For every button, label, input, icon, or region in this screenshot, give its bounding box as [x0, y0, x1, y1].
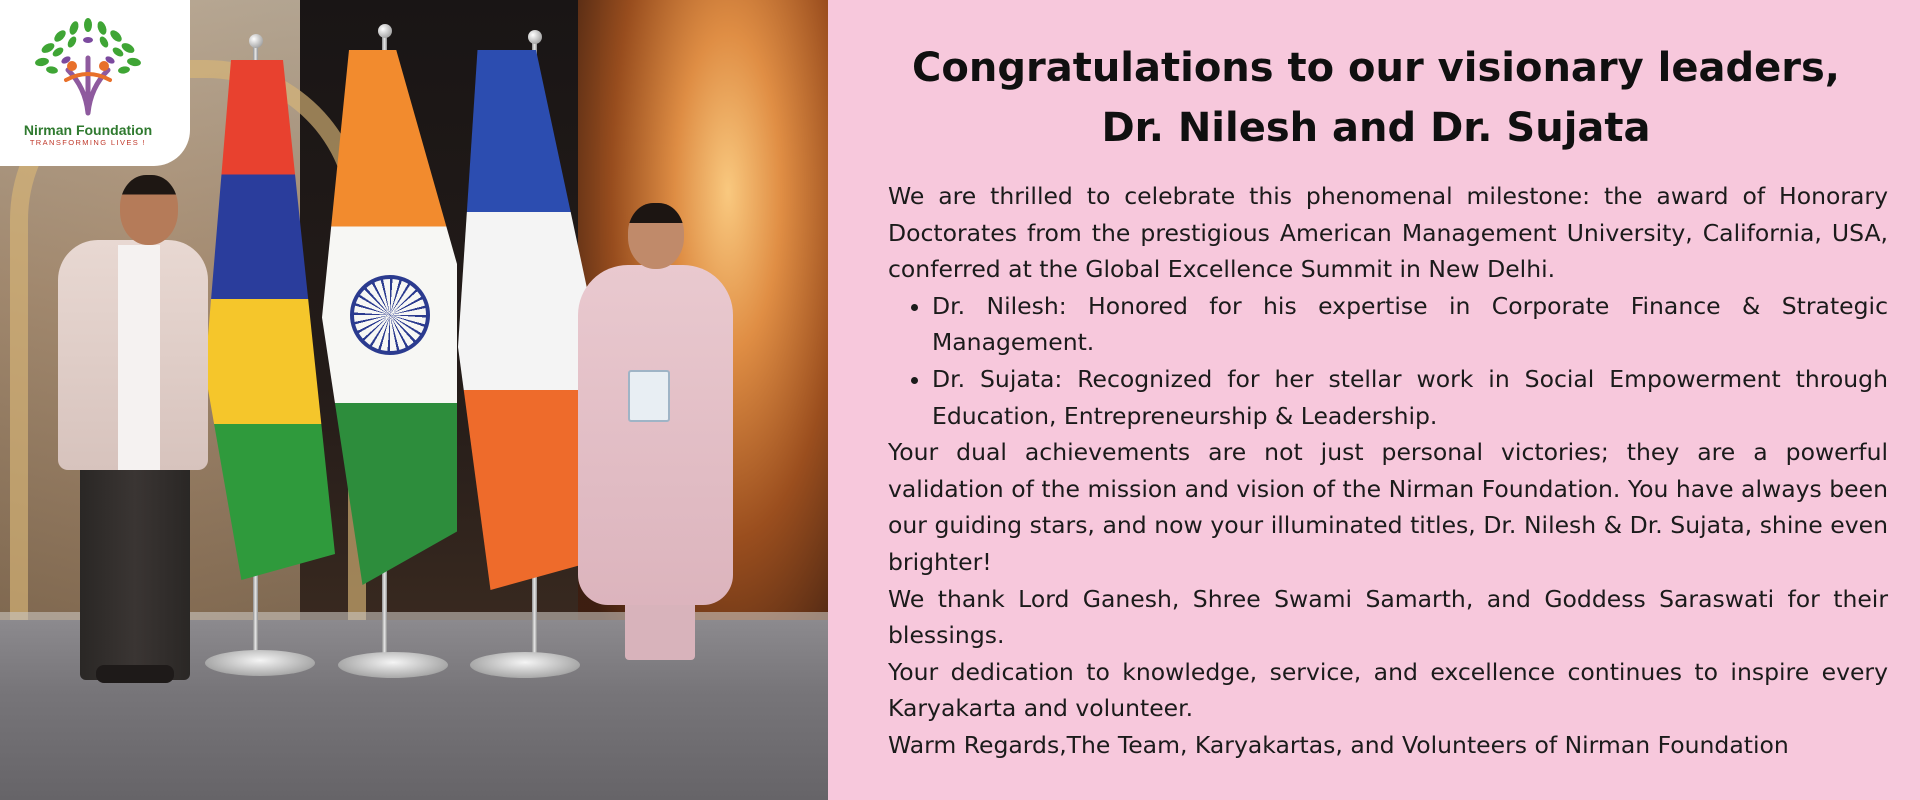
logo-tagline: TRANSFORMING LIVES ! — [29, 138, 147, 147]
honors-list — [888, 288, 1888, 434]
pole-cap — [528, 30, 542, 44]
tree-logo-icon — [28, 18, 146, 118]
flag-stand — [338, 652, 448, 678]
dedication-paragraph: Your dedication to knowledge, service, and excellence continues to inspire every Karyakarta and volunteer. — [888, 657, 1888, 723]
message-body — [888, 178, 1888, 764]
thanks-paragraph: We thank Lord Ganesh, Shree Swami Samarth, and Goddess Saraswati for their blessings. — [888, 584, 1888, 650]
intro-paragraph: We are thrilled to celebrate this phenomenal milestone: the award of Honorary Doctorates from the prestigious American Management University, California, USA, conferred at the Global Excellence Summit in New Delhi. — [888, 182, 1888, 284]
honor-sujata: • Dr. Sujata: Recognized for her stellar work in Social Empowerment through Education, Entrepreneurship & Leadership. — [932, 361, 1888, 434]
headline-line-1: Congratulations to our visionary leaders, — [912, 45, 1840, 91]
ashoka-chakra-icon — [350, 275, 430, 355]
award-photo — [0, 0, 828, 800]
woman-head — [628, 203, 684, 269]
man-shirt — [118, 245, 160, 470]
flag-stand — [205, 650, 315, 676]
man-trousers — [80, 455, 190, 680]
logo-name: Nirman Foundation — [23, 122, 153, 138]
pole-cap — [249, 34, 263, 48]
message-panel — [828, 0, 1920, 800]
pole-cap — [378, 24, 392, 38]
man-shoes — [96, 665, 174, 683]
logo — [0, 0, 190, 166]
flag-stand — [470, 652, 580, 678]
honor-nilesh: • Dr. Nilesh: Honored for his expertise in Corporate Finance & Strategic Management. — [932, 288, 1888, 361]
headline — [876, 38, 1876, 158]
achievement-paragraph: Your dual achievements are not just personal victories; they are a powerful validation of the mission and vision of the Nirman Foundation. You have always been our guiding stars, and now your illuminated titles, Dr. Nilesh & Dr. Sujata, shine even brighter! — [888, 438, 1888, 576]
id-badge — [628, 370, 670, 422]
headline-line-2: Dr. Nilesh and Dr. Sujata — [1101, 105, 1651, 151]
woman-kurta — [578, 265, 733, 605]
closing-line: Warm Regards,The Team, Karyakartas, and Volunteers of Nirman Foundation — [888, 730, 1789, 759]
man-head — [120, 175, 178, 245]
